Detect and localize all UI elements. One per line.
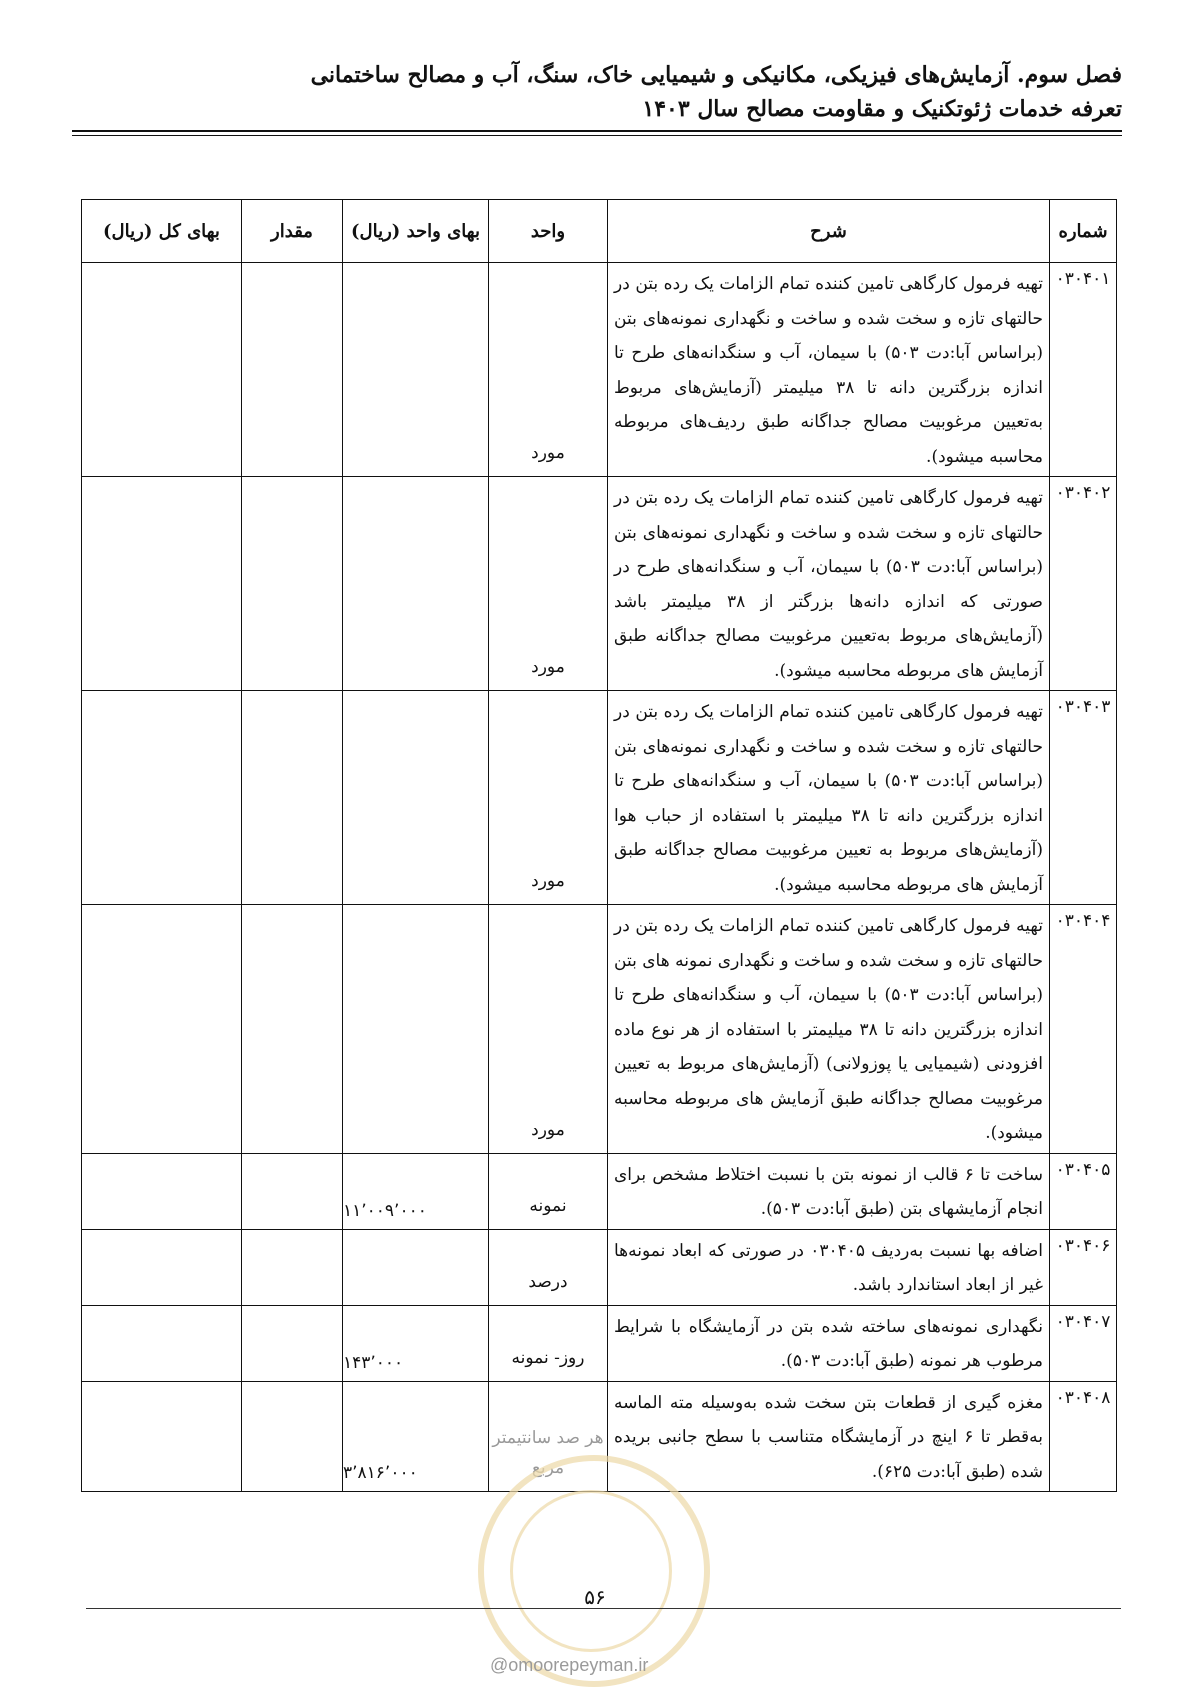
row-total: [82, 1305, 242, 1381]
row-unit: روز- نمونه: [489, 1305, 608, 1381]
table-row: [82, 1305, 1117, 1381]
row-unit-price: [343, 263, 489, 477]
tariff-table: [81, 199, 1117, 1492]
row-number: ۰۳۰۴۰۴: [1050, 905, 1117, 1154]
row-unit-price: [343, 691, 489, 905]
row-quantity: [242, 905, 343, 1154]
row-description: تهیه فرمول کارگاهی تامین کننده تمام الزامات یک رده بتن در حالتهای تازه و سخت شده و ساخت و نگهداری نمونه‌های بتن (براساس آبا:دت ۵۰۳) با سیمان، آب و سنگدانه‌های طرح در صورتی که اندازه دانه‌ها بزرگتر از ۳۸ میلیمتر باشد (آزمایش‌های مربوط به‌تعیین مرغوبیت مصالح جداگانه طبق آزمایش های مربوطه محاسبه میشود).: [608, 477, 1050, 691]
document-title: تعرفه خدمات ژئوتکنیک و مقاومت مصالح سال ۱۴۰۳: [642, 96, 1122, 122]
chapter-title: فصل سوم. آزمایش‌های فیزیکی، مکانیکی و شیمیایی خاک، سنگ، آب و مصالح ساختمانی: [310, 62, 1122, 88]
footer-rule: [86, 1608, 1121, 1609]
row-total: [82, 477, 242, 691]
table-header-row: [82, 200, 1117, 263]
table-row: [82, 905, 1117, 1154]
col-header-total-price: بهای کل (ریال): [82, 200, 242, 263]
row-total: [82, 1381, 242, 1492]
row-unit: مورد: [489, 905, 608, 1154]
row-number: ۰۳۰۴۰۶: [1050, 1229, 1117, 1305]
row-description: تهیه فرمول کارگاهی تامین کننده تمام الزامات یک رده بتن در حالتهای تازه و سخت شده و ساخت و نگهداری نمونه های بتن (براساس آبا:دت ۵۰۳) با سیمان، آب و سنگدانه‌های طرح تا اندازه بزرگترین دانه تا ۳۸ میلیمتر با استفاده از هر نوع ماده افزودنی (شیمیایی یا پوزولانی) (آزمایش‌های مربوط به تعیین مرغوبیت مصالح جداگانه طبق آزمایش های مربوطه محاسبه میشود).: [608, 905, 1050, 1154]
row-unit: نمونه: [489, 1153, 608, 1229]
row-quantity: [242, 1305, 343, 1381]
row-unit-price: [343, 905, 489, 1154]
row-total: [82, 1153, 242, 1229]
col-header-unit: واحد: [489, 200, 608, 263]
col-header-number: شماره: [1050, 200, 1117, 263]
table-row: [82, 477, 1117, 691]
row-unit: مورد: [489, 691, 608, 905]
row-number: ۰۳۰۴۰۳: [1050, 691, 1117, 905]
row-number: ۰۳۰۴۰۷: [1050, 1305, 1117, 1381]
page-header: [72, 58, 1122, 126]
row-total: [82, 263, 242, 477]
header-rule-thin: [72, 135, 1122, 136]
table-row: [82, 691, 1117, 905]
table-row: [82, 1229, 1117, 1305]
row-number: ۰۳۰۴۰۱: [1050, 263, 1117, 477]
row-unit-price: ۳٬۸۱۶٬۰۰۰: [343, 1381, 489, 1492]
page-number: ۵۶: [584, 1585, 606, 1609]
header-rule-thick: [72, 130, 1122, 132]
row-number: ۰۳۰۴۰۸: [1050, 1381, 1117, 1492]
row-total: [82, 1229, 242, 1305]
row-unit: مورد: [489, 263, 608, 477]
row-description: نگهداری نمونه‌های ساخته شده بتن در آزمایشگاه با شرایط مرطوب هر نمونه (طبق آبا:دت ۵۰۳).: [608, 1305, 1050, 1381]
row-unit-price: [343, 1229, 489, 1305]
row-unit-price: [343, 477, 489, 691]
col-header-quantity: مقدار: [242, 200, 343, 263]
row-quantity: [242, 1381, 343, 1492]
row-unit: هر صد سانتیمتر مربع: [489, 1381, 608, 1492]
row-number: ۰۳۰۴۰۵: [1050, 1153, 1117, 1229]
row-quantity: [242, 1153, 343, 1229]
row-unit: درصد: [489, 1229, 608, 1305]
row-unit-price: ۱۱٬۰۰۹٬۰۰۰: [343, 1153, 489, 1229]
watermark-site: @omoorepeyman.ir: [490, 1655, 649, 1675]
row-quantity: [242, 263, 343, 477]
row-unit: مورد: [489, 477, 608, 691]
col-header-unit-price: بهای واحد (ریال): [343, 200, 489, 263]
row-description: تهیه فرمول کارگاهی تامین کننده تمام الزامات یک رده بتن در حالتهای تازه و سخت شده و ساخت و نگهداری نمونه‌های بتن (براساس آبا:دت ۵۰۳) با سیمان، آب و سنگدانه‌های طرح تا اندازه بزرگترین دانه تا ۳۸ میلیمتر با استفاده از حباب هوا (آزمایش‌های مربوط به تعیین مرغوبیت مصالح جداگانه طبق آزمایش های مربوطه محاسبه میشود).: [608, 691, 1050, 905]
row-description: تهیه فرمول کارگاهی تامین کننده تمام الزامات یک رده بتن در حالتهای تازه و سخت شده و ساخت و نگهداری نمونه‌های بتن (براساس آبا:دت ۵۰۳) با سیمان، آب و سنگدانه‌های طرح تا اندازه بزرگترین دانه تا ۳۸ میلیمتر (آزمایش‌های مربوط به‌تعیین مرغوبیت مصالح جداگانه طبق ردیف‌های مربوطه محاسبه میشود).: [608, 263, 1050, 477]
row-description: اضافه بها نسبت به‌ردیف ۰۳۰۴۰۵ در صورتی که ابعاد نمونه‌ها غیر از ابعاد استاندارد باشد.: [608, 1229, 1050, 1305]
row-total: [82, 905, 242, 1154]
row-quantity: [242, 477, 343, 691]
row-description: ساخت تا ۶ قالب از نمونه بتن با نسبت اختلاط مشخص برای انجام آزمایشهای بتن (طبق آبا:دت ۵۰۳).: [608, 1153, 1050, 1229]
row-quantity: [242, 691, 343, 905]
row-total: [82, 691, 242, 905]
row-quantity: [242, 1229, 343, 1305]
table-row: [82, 263, 1117, 477]
row-unit-price: ۱۴۳٬۰۰۰: [343, 1305, 489, 1381]
table-row: [82, 1153, 1117, 1229]
col-header-description: شرح: [608, 200, 1050, 263]
watermark-inner-ring: [510, 1490, 672, 1652]
row-description: مغزه گیری از قطعات بتن سخت شده به‌وسیله مته الماسه به‌قطر تا ۶ اینچ در آزمایشگاه متناسب با سطح جانبی بریده شده (طبق آبا:دت ۶۲۵).: [608, 1381, 1050, 1492]
row-number: ۰۳۰۴۰۲: [1050, 477, 1117, 691]
